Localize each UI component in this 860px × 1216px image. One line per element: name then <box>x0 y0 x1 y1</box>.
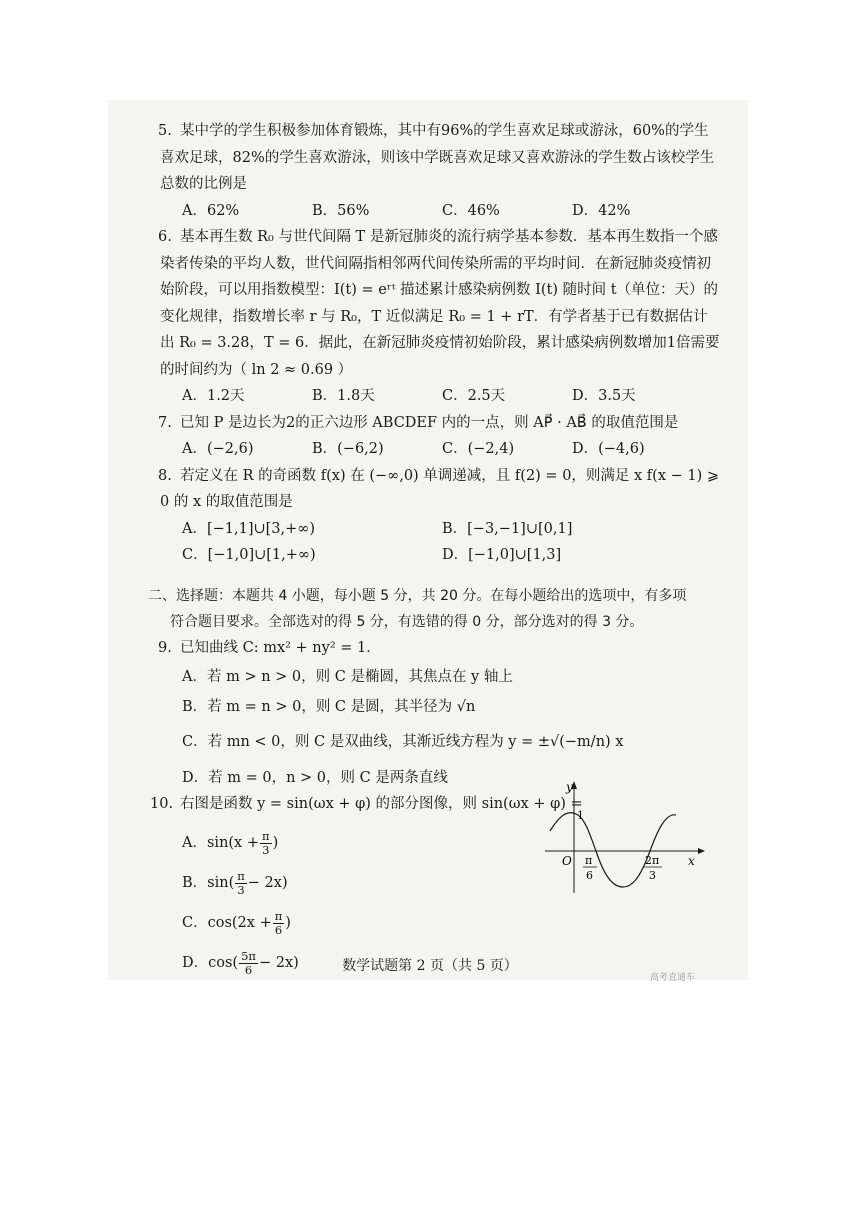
option-b: B．若 m = n > 0，则 C 是圆，其半径为 √n <box>182 698 476 715</box>
fraction <box>260 830 272 857</box>
page-footer: 数学试题第 2 页（共 5 页） <box>342 958 518 974</box>
option-d: D．42% <box>572 202 631 219</box>
fraction-denominator: 3 <box>262 843 270 857</box>
x-tick-2-numerator: 2π <box>645 854 660 867</box>
fraction-numerator: 5π <box>241 949 256 963</box>
option-a: A．(−2,6) <box>182 441 254 457</box>
option-a: A．62% <box>182 202 240 219</box>
options-row-1 <box>160 516 720 543</box>
options <box>160 436 720 463</box>
fraction-denominator: 3 <box>237 883 245 897</box>
option-expr: cos( <box>208 955 239 972</box>
option-label: D． <box>182 955 209 972</box>
option-c: C．2.5天 <box>442 388 506 404</box>
x-tick-2-denominator: 3 <box>649 869 656 882</box>
x-axis-label: x <box>688 854 695 868</box>
question-text: 基本再生数 R₀ 与世代间隔 T 是新冠肺炎的流行病学基本参数．基本再生数指一个感染者传染的平均人数，世代间隔指相邻两代间传染所需的平均时间．在新冠肺炎疫情初始阶段，可以用指数模型：I(t) = eʳᵗ 描述累计感染病例数 I(t) 随时间 t（单位：天）的变化规律，指数增长率 r 与 R₀，T 近似满足 R₀ = 1 + rT．有学者基于已有数据估计出 R₀ = 3.28，T = 6．据此，在新冠肺炎疫情初始阶段，累计感染病例数增加1倍需要的时间约为（ ln 2 ≈ 0.69 ） <box>160 229 720 378</box>
fraction-numerator: π <box>274 909 283 923</box>
y-axis-label: y <box>566 780 573 794</box>
option-a: A．1.2天 <box>182 388 245 404</box>
section-heading <box>148 583 720 635</box>
question-8 <box>160 463 720 569</box>
question-number: 10. <box>150 796 174 812</box>
question-text: 右图是函数 y = sin(ωx + φ) 的部分图像，则 sin(ωx + φ) = <box>180 796 583 812</box>
options <box>160 383 720 410</box>
fraction-numerator: π <box>262 829 270 843</box>
option-expr: sin(x + <box>206 835 259 852</box>
option-c: C．若 mn < 0，则 C 是双曲线，其渐近线方程为 y = ±√(−m/n) x <box>182 734 624 750</box>
option-expr: cos(2x + <box>207 915 272 932</box>
question-text: 已知曲线 C: mx² + ny² = 1． <box>180 639 381 656</box>
x-tick-1-numerator: π <box>585 854 593 867</box>
option-b: B．(−6,2) <box>312 441 384 457</box>
origin-label: O <box>562 854 572 868</box>
option-label: A． <box>182 835 207 852</box>
question-number: 7. <box>158 414 172 431</box>
option-d: D．若 m = 0，n > 0，则 C 是两条直线 <box>182 769 448 786</box>
question-number: 6. <box>158 229 172 245</box>
question-text: 若定义在 R 的奇函数 f(x) 在 (−∞,0) 单调递减，且 f(2) = 0，则满足 x f(x − 1) ⩾ 0 的 x 的取值范围是 <box>160 467 720 510</box>
section-heading-line-1: 二、选择题：本题共 4 小题，每小题 5 分，共 20 分。在每小题给出的选项中，有多项 <box>148 587 687 604</box>
x-axis-arrow <box>698 848 705 854</box>
sine-graph <box>540 775 710 905</box>
option-a: A．若 m > n > 0，则 C 是椭圆，其焦点在 y 轴上 <box>182 669 513 685</box>
option-label: B． <box>182 875 208 892</box>
option-c <box>160 904 720 944</box>
option-b: B．1.8天 <box>312 388 375 404</box>
question-text: 某中学的学生积极参加体育锻炼，其中有96%的学生喜欢足球或游泳，60%的学生喜欢足球，82%的学生喜欢游泳，则该中学既喜欢足球又喜欢游泳的学生数占该校学生总数的比例是 <box>160 123 715 192</box>
option-label: C． <box>182 915 208 932</box>
fraction <box>235 870 247 897</box>
fraction-denominator: 6 <box>244 963 253 977</box>
sine-curve <box>550 813 676 887</box>
option-expr: − 2x) <box>247 875 288 892</box>
question-5 <box>160 118 720 224</box>
watermark: 高考直通车 <box>650 973 696 983</box>
fraction-denominator: 6 <box>274 923 283 937</box>
options <box>160 198 720 225</box>
question-text: 已知 P 是边长为2的正六边形 ABCDEF 内的一点，则 AP⃗ · AB⃗ 的取值范围是 <box>180 414 679 431</box>
y-tick-label: 1 <box>577 809 584 822</box>
option-d: D．[−1,0]∪[1,3] <box>442 547 562 563</box>
fraction <box>273 910 285 937</box>
option-expr: ) <box>272 835 279 852</box>
option-b: B．[−3,−1]∪[0,1] <box>442 520 573 537</box>
option-expr: − 2x) <box>258 955 299 972</box>
fraction-numerator: π <box>237 869 245 883</box>
question-number: 5. <box>158 123 172 139</box>
option-expr: ) <box>285 915 291 932</box>
x-tick-1-denominator: 6 <box>586 869 593 882</box>
option-c: C．46% <box>442 202 500 219</box>
question-number: 9. <box>158 639 172 656</box>
option-b: B．56% <box>312 202 370 219</box>
option-c: C．(−2,4) <box>442 441 515 457</box>
option-c: C．[−1,0]∪[1,+∞) <box>182 547 316 563</box>
option-a: A．[−1,1]∪[3,+∞) <box>182 520 316 537</box>
section-heading-line-2: 符合题目要求。全部选对的得 5 分，有选错的得 0 分，部分选对的得 3 分。 <box>170 613 644 630</box>
question-6 <box>160 224 720 410</box>
options-row-2 <box>160 542 720 569</box>
question-number: 8. <box>158 467 172 484</box>
option-expr: sin( <box>207 875 235 892</box>
option-d: D．(−4,6) <box>572 441 645 457</box>
option-d: D．3.5天 <box>572 388 636 404</box>
question-7 <box>160 410 720 463</box>
question-9 <box>160 635 720 792</box>
